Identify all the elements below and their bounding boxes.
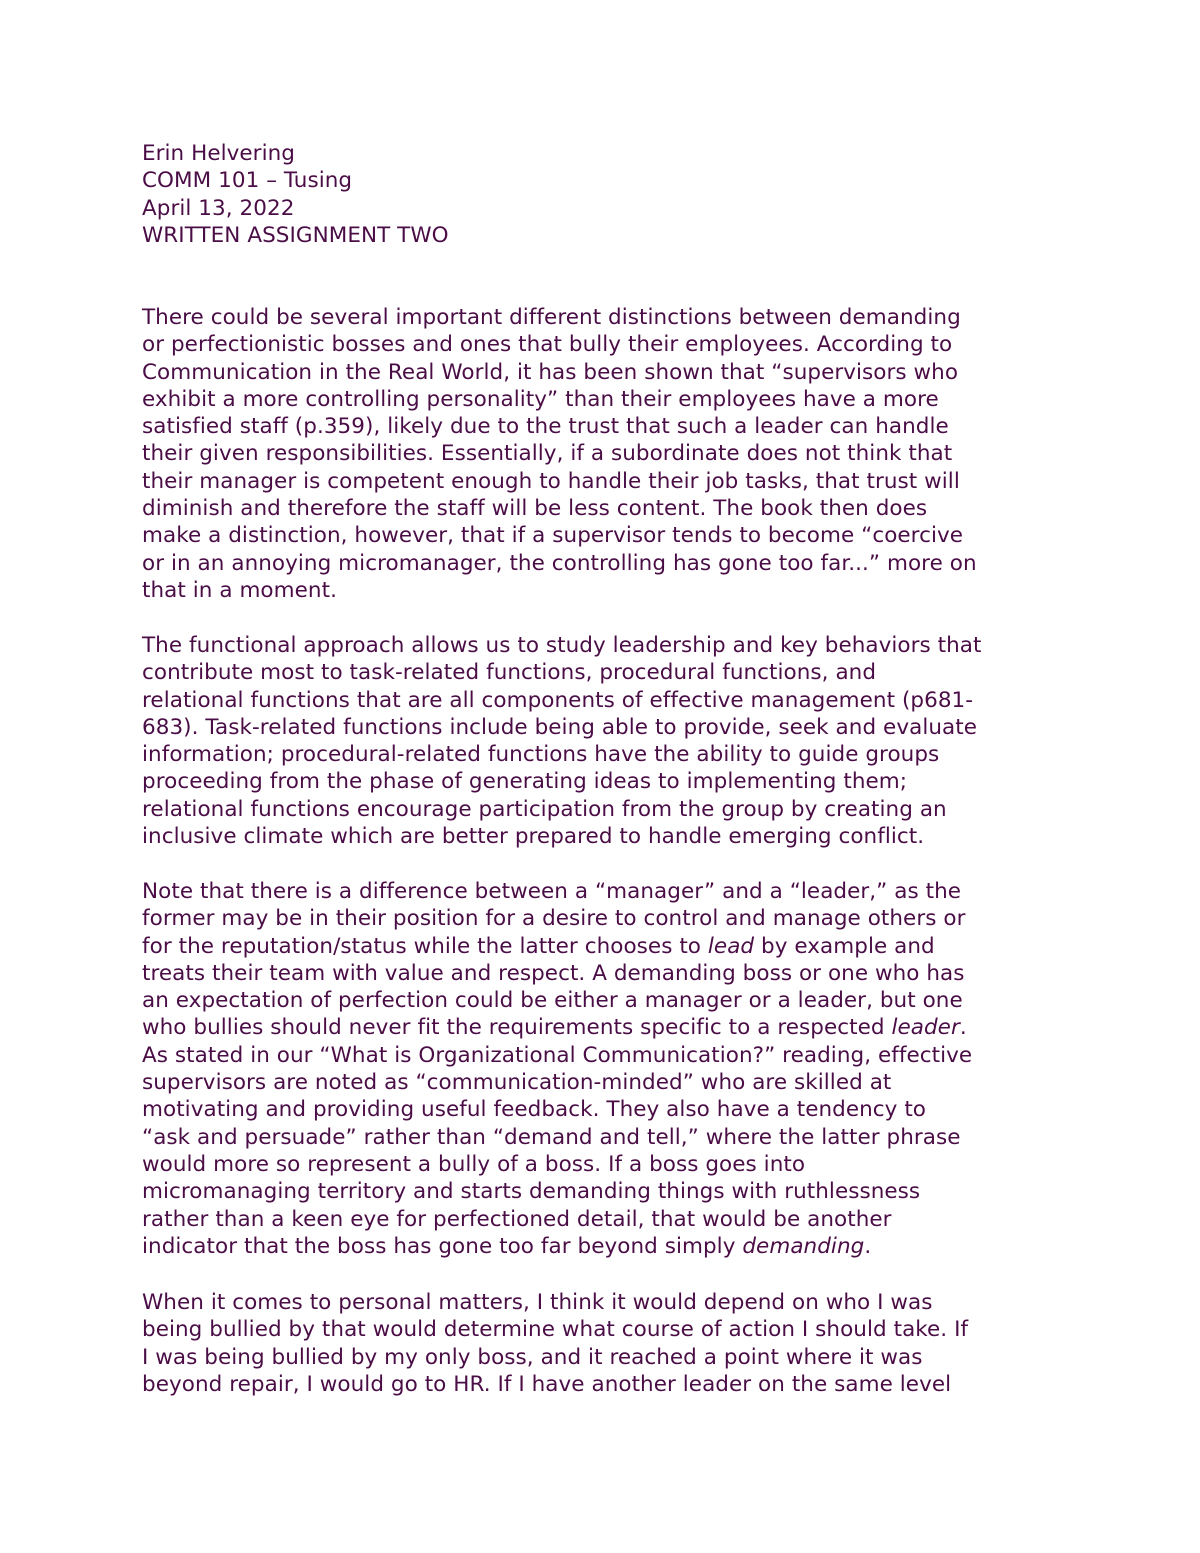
- paragraph-line: [142, 1124, 972, 1151]
- paragraph-1: [142, 304, 977, 604]
- paragraph-line: [142, 687, 982, 714]
- paragraph-line: [142, 987, 972, 1014]
- emphasized-text: leader: [891, 1015, 960, 1041]
- paragraph-line: [142, 359, 977, 386]
- text-segment: that in a moment.: [142, 577, 337, 603]
- paragraph-line: [142, 304, 977, 331]
- text-segment: information; procedural-related functions have the ability to guide groups: [142, 742, 940, 768]
- author-name: Erin Helvering: [142, 141, 295, 166]
- text-segment: treats their team with value and respect. A demanding boss or one who has: [142, 960, 965, 986]
- paragraph-line: [142, 550, 977, 577]
- text-segment: by example and: [754, 933, 935, 959]
- paragraph-line: [142, 440, 977, 467]
- paragraph-line: [142, 659, 982, 686]
- paragraph-line: [142, 468, 977, 495]
- emphasized-text: demanding: [742, 1233, 865, 1259]
- paragraph-line: [142, 1151, 972, 1178]
- text-segment: their given responsibilities. Essentially, if a subordinate does not think that: [142, 441, 953, 467]
- document-date: April 13, 2022: [142, 195, 295, 221]
- paragraph-line: [142, 714, 982, 741]
- text-segment: proceeding from the phase of generating ideas to implementing them;: [142, 769, 908, 795]
- paragraph-line: [142, 905, 972, 932]
- text-segment: indicator that the boss has gone too far beyond simply: [142, 1233, 743, 1259]
- text-segment: There could be several important different distinctions between demanding: [142, 305, 961, 330]
- paragraph-line: [142, 1316, 968, 1343]
- paragraph-line: [142, 495, 977, 522]
- text-segment: former may be in their position for a desire to control and manage others or: [142, 906, 966, 932]
- paragraph-line: [142, 1206, 972, 1233]
- text-segment: inclusive climate which are better prepared to handle emerging conflict.: [142, 824, 925, 850]
- paragraph-line: [142, 577, 977, 604]
- text-segment: Communication in the Real World, it has been shown that “supervisors who: [142, 359, 959, 385]
- text-segment: an expectation of perfection could be either a manager or a leader, but one: [142, 988, 963, 1014]
- text-segment: As stated in our “What is Organizational Communication?” reading, effective: [142, 1042, 973, 1068]
- paragraph-line: [142, 823, 982, 850]
- text-segment: exhibit a more controlling personality” than their employees have a more: [142, 386, 939, 412]
- text-segment: .: [959, 1015, 967, 1041]
- text-segment: supervisors are noted as “communication-minded” who are skilled at: [142, 1070, 892, 1096]
- paragraph-line: [142, 878, 972, 905]
- text-segment: 683). Task-related functions include being able to provide, seek and evaluate: [142, 714, 978, 740]
- paragraph-line: [142, 933, 972, 960]
- paragraph-line: [142, 768, 982, 795]
- document-header: [142, 140, 449, 249]
- text-segment: for the reputation/status while the latter chooses to: [142, 933, 708, 959]
- text-segment: being bullied by that would determine what course of action I should take. If: [142, 1317, 969, 1343]
- text-segment: motivating and providing useful feedback. They also have a tendency to: [142, 1097, 927, 1123]
- text-segment: rather than a keen eye for perfectioned detail, that would be another: [142, 1206, 892, 1232]
- text-segment: their manager is competent enough to handle their job tasks, that trust will: [142, 468, 960, 494]
- text-segment: contribute most to task-related functions, procedural functions, and: [142, 660, 877, 686]
- text-segment: or perfectionistic bosses and ones that bully their employees. According to: [142, 332, 953, 358]
- text-segment: relational functions that are all components of effective management (p681-: [142, 687, 974, 713]
- paragraph-line: [142, 796, 982, 823]
- paragraph-line: [142, 1371, 968, 1398]
- paragraph-line: [142, 960, 972, 987]
- paragraph-line: [142, 1289, 968, 1316]
- paragraph-3: [142, 878, 972, 1260]
- text-segment: Note that there is a difference between a “manager” and a “leader,” as the: [142, 879, 962, 904]
- text-segment: diminish and therefore the staff will be less content. The book then does: [142, 496, 928, 522]
- text-segment: would more so represent a bully of a boss. If a boss goes into: [142, 1151, 806, 1177]
- paragraph-line: [142, 331, 977, 358]
- paragraph-line: [142, 1178, 972, 1205]
- text-segment: “ask and persuade” rather than “demand and tell,” where the latter phrase: [142, 1124, 961, 1150]
- paragraph-line: [142, 522, 977, 549]
- paragraph-line: [142, 386, 977, 413]
- paragraph-line: [142, 632, 982, 659]
- paragraph-line: [142, 741, 982, 768]
- paragraph-line: [142, 1042, 972, 1069]
- text-segment: or in an annoying micromanager, the controlling has gone too far...” more on: [142, 550, 977, 576]
- text-segment: who bullies should never fit the requirements specific to a respected: [142, 1015, 892, 1041]
- text-segment: I was being bullied by my only boss, and it reached a point where it was: [142, 1344, 923, 1370]
- text-segment: make a distinction, however, that if a supervisor tends to become “coercive: [142, 523, 964, 549]
- text-segment: When it comes to personal matters, I think it would depend on who I was: [142, 1290, 933, 1315]
- emphasized-text: lead: [707, 933, 755, 959]
- paragraph-line: [142, 1096, 972, 1123]
- paragraph-line: [142, 413, 977, 440]
- text-segment: satisfied staff (p.359), likely due to the trust that such a leader can handle: [142, 414, 949, 440]
- text-segment: micromanaging territory and starts demanding things with ruthlessness: [142, 1179, 921, 1205]
- text-segment: relational functions encourage participation from the group by creating an: [142, 796, 947, 822]
- assignment-title: WRITTEN ASSIGNMENT TWO: [142, 222, 449, 248]
- text-segment: The functional approach allows us to study leadership and key behaviors that: [142, 633, 982, 658]
- course-name: COMM 101 – Tusing: [142, 168, 353, 194]
- paragraph-line: [142, 1069, 972, 1096]
- paragraph-line: [142, 1233, 972, 1260]
- paragraph-line: [142, 1014, 972, 1041]
- text-segment: beyond repair, I would go to HR. If I have another leader on the same level: [142, 1371, 952, 1397]
- text-segment: .: [864, 1233, 872, 1259]
- paragraph-2: [142, 632, 982, 850]
- paragraph-line: [142, 1344, 968, 1371]
- paragraph-4: [142, 1289, 968, 1398]
